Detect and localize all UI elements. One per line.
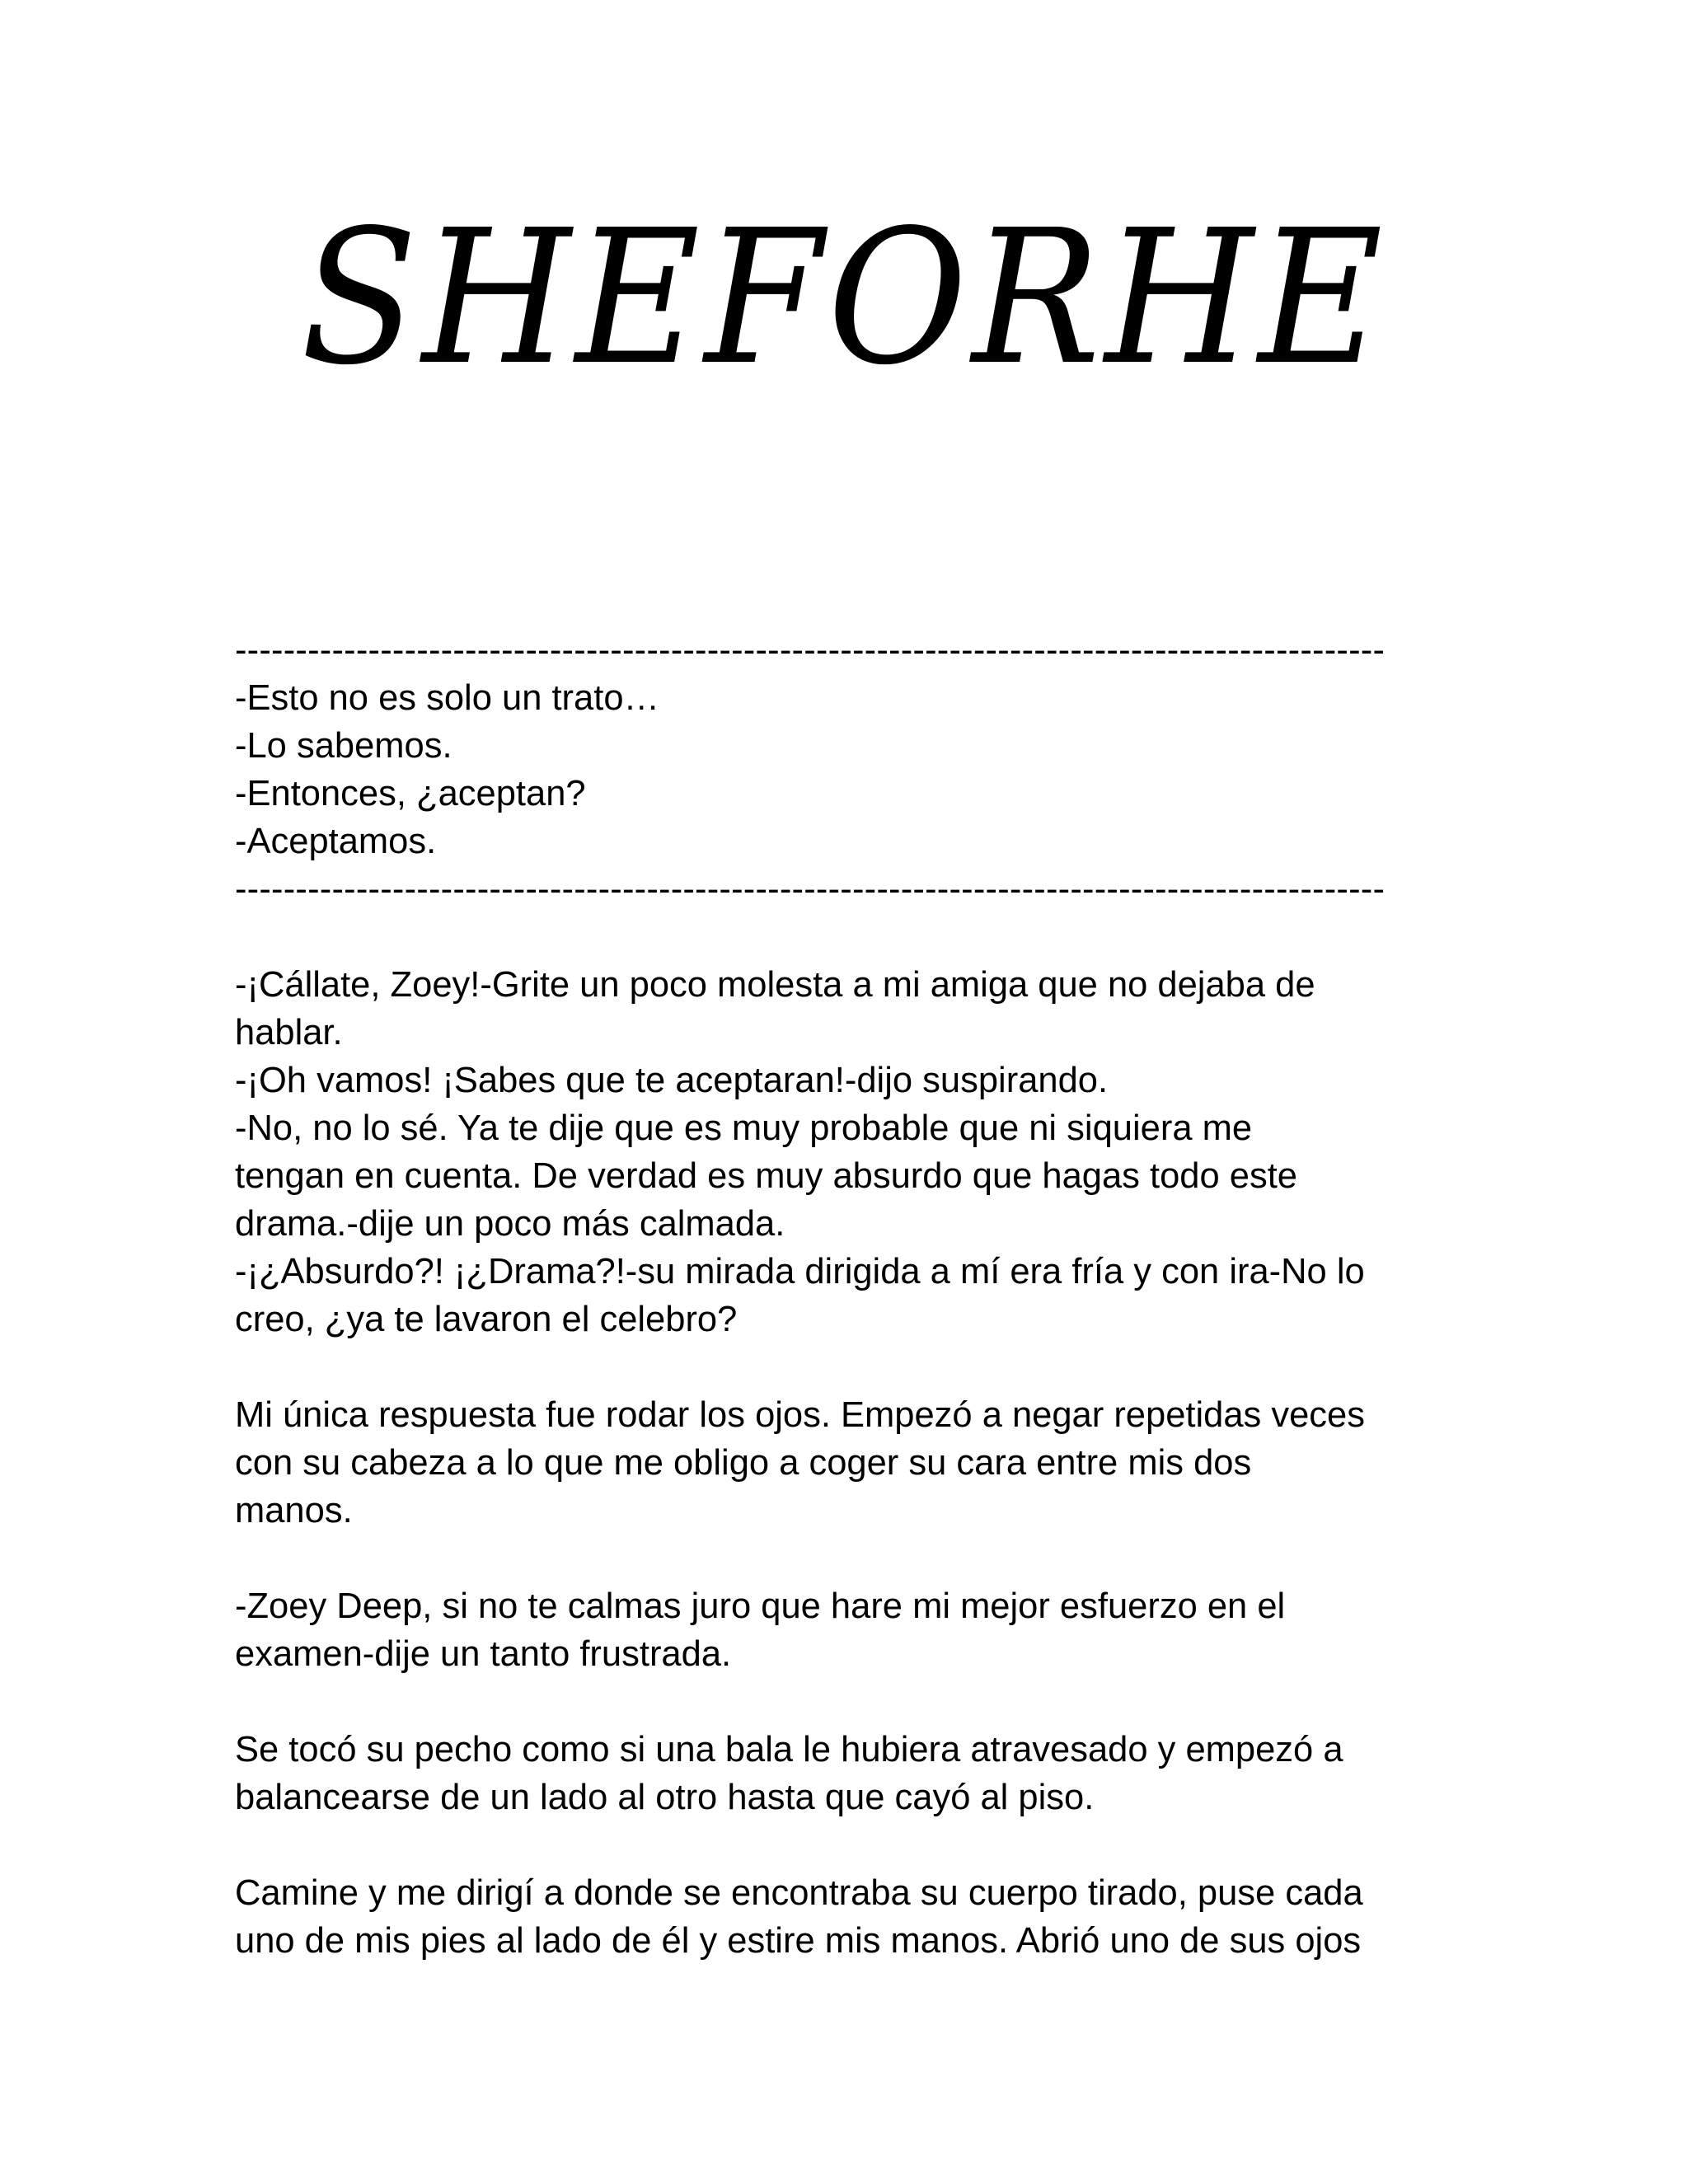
- story-line: drama.-dije un poco más calmada.: [235, 1204, 785, 1244]
- story-line: manos.: [235, 1491, 353, 1530]
- dialogue-line: -Lo sabemos.: [235, 726, 452, 766]
- story-line: uno de mis pies al lado de él y estire mis manos. Abrió uno de sus ojos: [235, 1921, 1362, 1961]
- story-line: creo, ¿ya te lavaron el celebro?: [235, 1300, 738, 1339]
- paragraph-gap: [235, 1821, 1455, 1869]
- story-line: -¡Oh vamos! ¡Sabes que te aceptaran!-dijo suspirando.: [235, 1061, 1109, 1100]
- separator-top: -----------------------------------------------------------------------------------------------: [235, 630, 1386, 670]
- story-line: Se tocó su pecho como si una bala le hubiera atravesado y empezó a: [235, 1730, 1343, 1769]
- story-line: -¡Cállate, Zoey!-Grite un poco molesta a mi amiga que no dejaba de: [235, 965, 1315, 1005]
- paragraph-gap: [235, 1535, 1455, 1582]
- story-line: Mi única respuesta fue rodar los ojos. Empezó a negar repetidas veces: [235, 1395, 1365, 1435]
- story-line: hablar.: [235, 1013, 343, 1052]
- page-title: SHEFORHE: [300, 190, 1388, 406]
- story-line: -¡¿Absurdo?! ¡¿Drama?!-su mirada dirigida a mí era fría y con ira-No lo: [235, 1252, 1365, 1291]
- dialogue-block: [235, 626, 1455, 913]
- story-line: Camine y me dirigí a donde se encontraba su cuerpo tirado, puse cada: [235, 1873, 1363, 1913]
- story-line: -No, no lo sé. Ya te dije que es muy probable que ni siquiera me: [235, 1108, 1253, 1148]
- dialogue-line: -Entonces, ¿aceptan?: [235, 774, 586, 813]
- story-line: con su cabeza a lo que me obligo a coger su cara entre mis dos: [235, 1443, 1252, 1483]
- story-line: balancearse de un lado al otro hasta que cayó al piso.: [235, 1778, 1095, 1817]
- dialogue-line: -Aceptamos.: [235, 822, 437, 861]
- paragraph-gap: [235, 1343, 1455, 1391]
- story-line: examen-dije un tanto frustrada.: [235, 1634, 732, 1674]
- dialogue-line: -Esto no es solo un trato…: [235, 678, 660, 718]
- separator-bottom: -----------------------------------------------------------------------------------------------: [235, 869, 1386, 909]
- story-text: [235, 961, 1455, 1965]
- paragraph-gap: [235, 1678, 1455, 1726]
- story-line: -Zoey Deep, si no te calmas juro que hare mi mejor esfuerzo en el: [235, 1586, 1286, 1626]
- story-line: tengan en cuenta. De verdad es muy absurdo que hagas todo este: [235, 1156, 1297, 1196]
